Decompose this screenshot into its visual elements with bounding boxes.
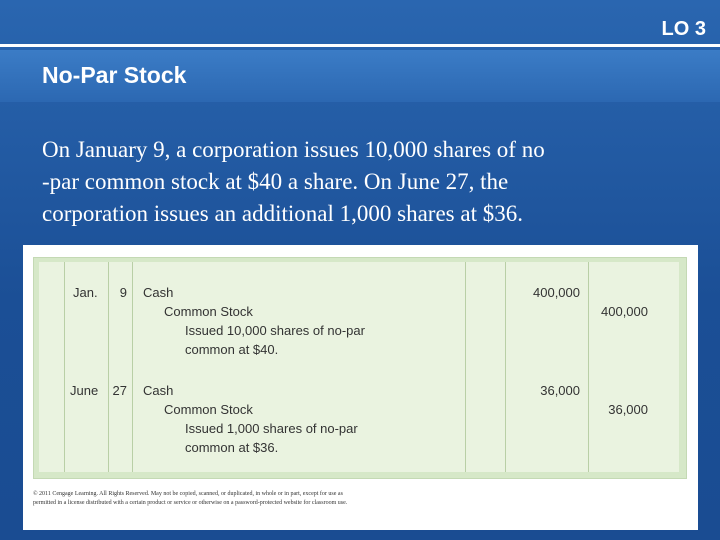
copyright-line: permitted in a license distributed with a certain product or service or otherwise on a password-protected website for classroom use.: [33, 500, 348, 506]
journal-column-rule: [132, 262, 133, 472]
entry-explanation: Issued 10,000 shares of no-par: [185, 323, 365, 338]
header-divider: [0, 44, 720, 47]
credit-account: Common Stock: [164, 402, 253, 417]
entry-day: 27: [112, 383, 127, 398]
body-line: On January 9, a corporation issues 10,000 shares of no: [42, 137, 545, 162]
entry-explanation: common at $36.: [185, 440, 279, 455]
body-line: -par common stock at $40 a share. On June 27, the: [42, 169, 509, 194]
entry-month: Jan.: [73, 285, 98, 300]
journal-table: [39, 262, 679, 472]
learning-objective-label: LO 3: [661, 18, 706, 40]
credit-account: Common Stock: [164, 304, 253, 319]
slide-title: No-Par Stock: [42, 62, 187, 88]
journal-column-rule: [588, 262, 589, 472]
entry-explanation: Issued 1,000 shares of no-par: [185, 421, 358, 436]
copyright-notice: [33, 490, 593, 508]
debit-account: Cash: [143, 285, 174, 300]
body-line: corporation issues an additional 1,000 shares at $36.: [42, 201, 523, 226]
entry-explanation: common at $40.: [185, 342, 279, 357]
debit-amount: 400,000: [533, 285, 580, 300]
entry-day: 9: [119, 285, 127, 300]
credit-amount: 36,000: [608, 402, 648, 417]
journal-column-rule: [465, 262, 466, 472]
journal-column-rule: [108, 262, 109, 472]
body-text: [42, 134, 707, 230]
journal-column-rule: [505, 262, 506, 472]
debit-account: Cash: [143, 383, 174, 398]
copyright-line: © 2011 Cengage Learning. All Rights Reserved. May not be copied, scanned, or duplicated, in whole or in part, except for use as: [33, 491, 343, 497]
credit-amount: 400,000: [601, 304, 648, 319]
debit-amount: 36,000: [540, 383, 580, 398]
journal-column-rule: [64, 262, 65, 472]
entry-month: June: [70, 383, 99, 398]
